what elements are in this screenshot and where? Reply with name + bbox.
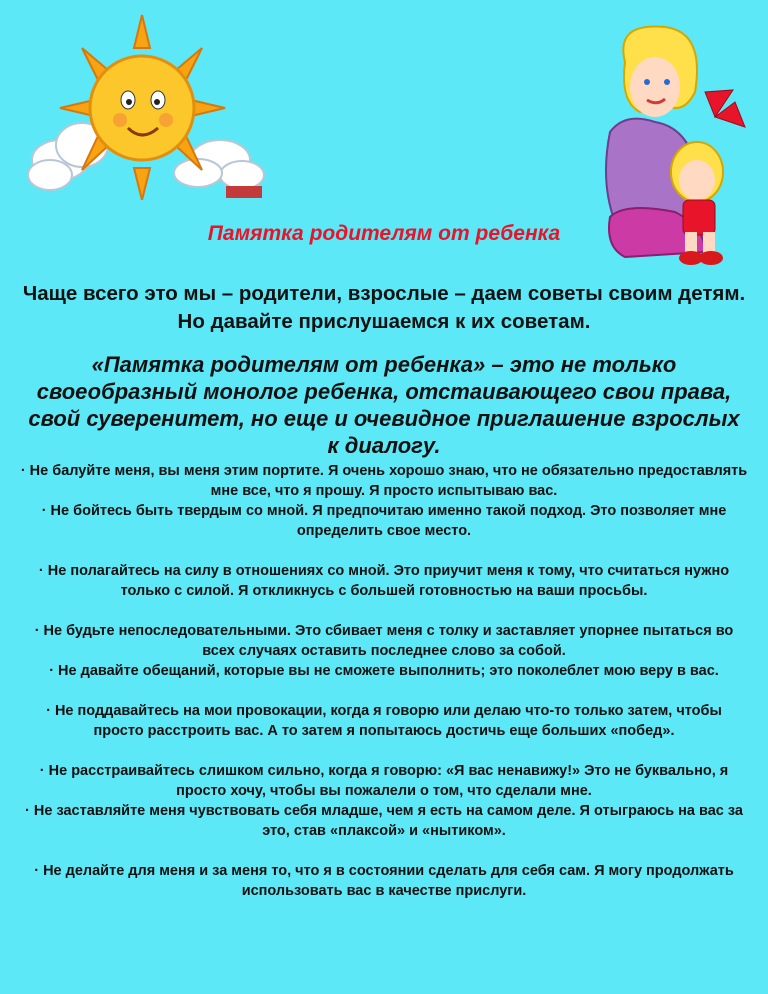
- advice-item: · Не будьте непоследовательными. Это сбивает меня с толку и заставляет упорнее пытаться во всех случаях оставить последнее слово за собой.: [34, 623, 734, 659]
- advice-item: · Не балуйте меня, вы меня этим портите. Я очень хорошо знаю, что не обязательно предоставлять мне все, что я прошу. Я просто испытываю вас.: [20, 463, 748, 499]
- advice-item: · Не заставляйте меня чувствовать себя младше, чем я есть на самом деле. Я отыграюсь на вас за это, став «плаксой» и «нытиком».: [25, 803, 743, 839]
- advice-item: · Не делайте для меня и за меня то, что я в состоянии сделать для себя сам. Я могу продолжать использовать вас в качестве прислуги.: [34, 863, 734, 899]
- sun-illustration: [20, 10, 265, 200]
- advice-item: · Не расстраивайтесь слишком сильно, когда я говорю: «Я вас ненавижу!» Это не буквально, я просто хочу, чтобы вы пожалели о том, что сделали мне.: [39, 763, 729, 799]
- intro-text: Чаще всего это мы – родители, взрослые – даем советы своим детям. Но давайте прислушаемся к их советам.: [22, 282, 746, 333]
- page-title: Памятка родителям от ребенка: [207, 222, 561, 245]
- advice-item: · Не полагайтесь на силу в отношениях со мной. Это приучит меня к тому, что считаться нужно только с силой. Я откликнусь с большей готовностью на ваши просьбы.: [38, 563, 730, 599]
- advice-item: · Не бойтесь быть твердым со мной. Я предпочитаю именно такой подход. Это позволяет мне определить свое место.: [41, 503, 727, 539]
- advice-item: · Не давайте обещаний, которые вы не сможете выполнить; это поколеблет мою веру в вас.: [49, 663, 719, 679]
- advice-item: · Не поддавайтесь на мои провокации, когда я говорю или делаю что-то только затем, чтобы просто расстроить вас. А то затем я попытаюсь достичь еще больших «побед».: [46, 703, 722, 739]
- advice-list: [20, 461, 748, 901]
- quote-text: «Памятка родителям от ребенка» – это не только своеобразный монолог ребенка, отстаивающего свои права, свой суверенитет, но еще и очевидное приглашение взрослых к диалогу.: [28, 352, 740, 458]
